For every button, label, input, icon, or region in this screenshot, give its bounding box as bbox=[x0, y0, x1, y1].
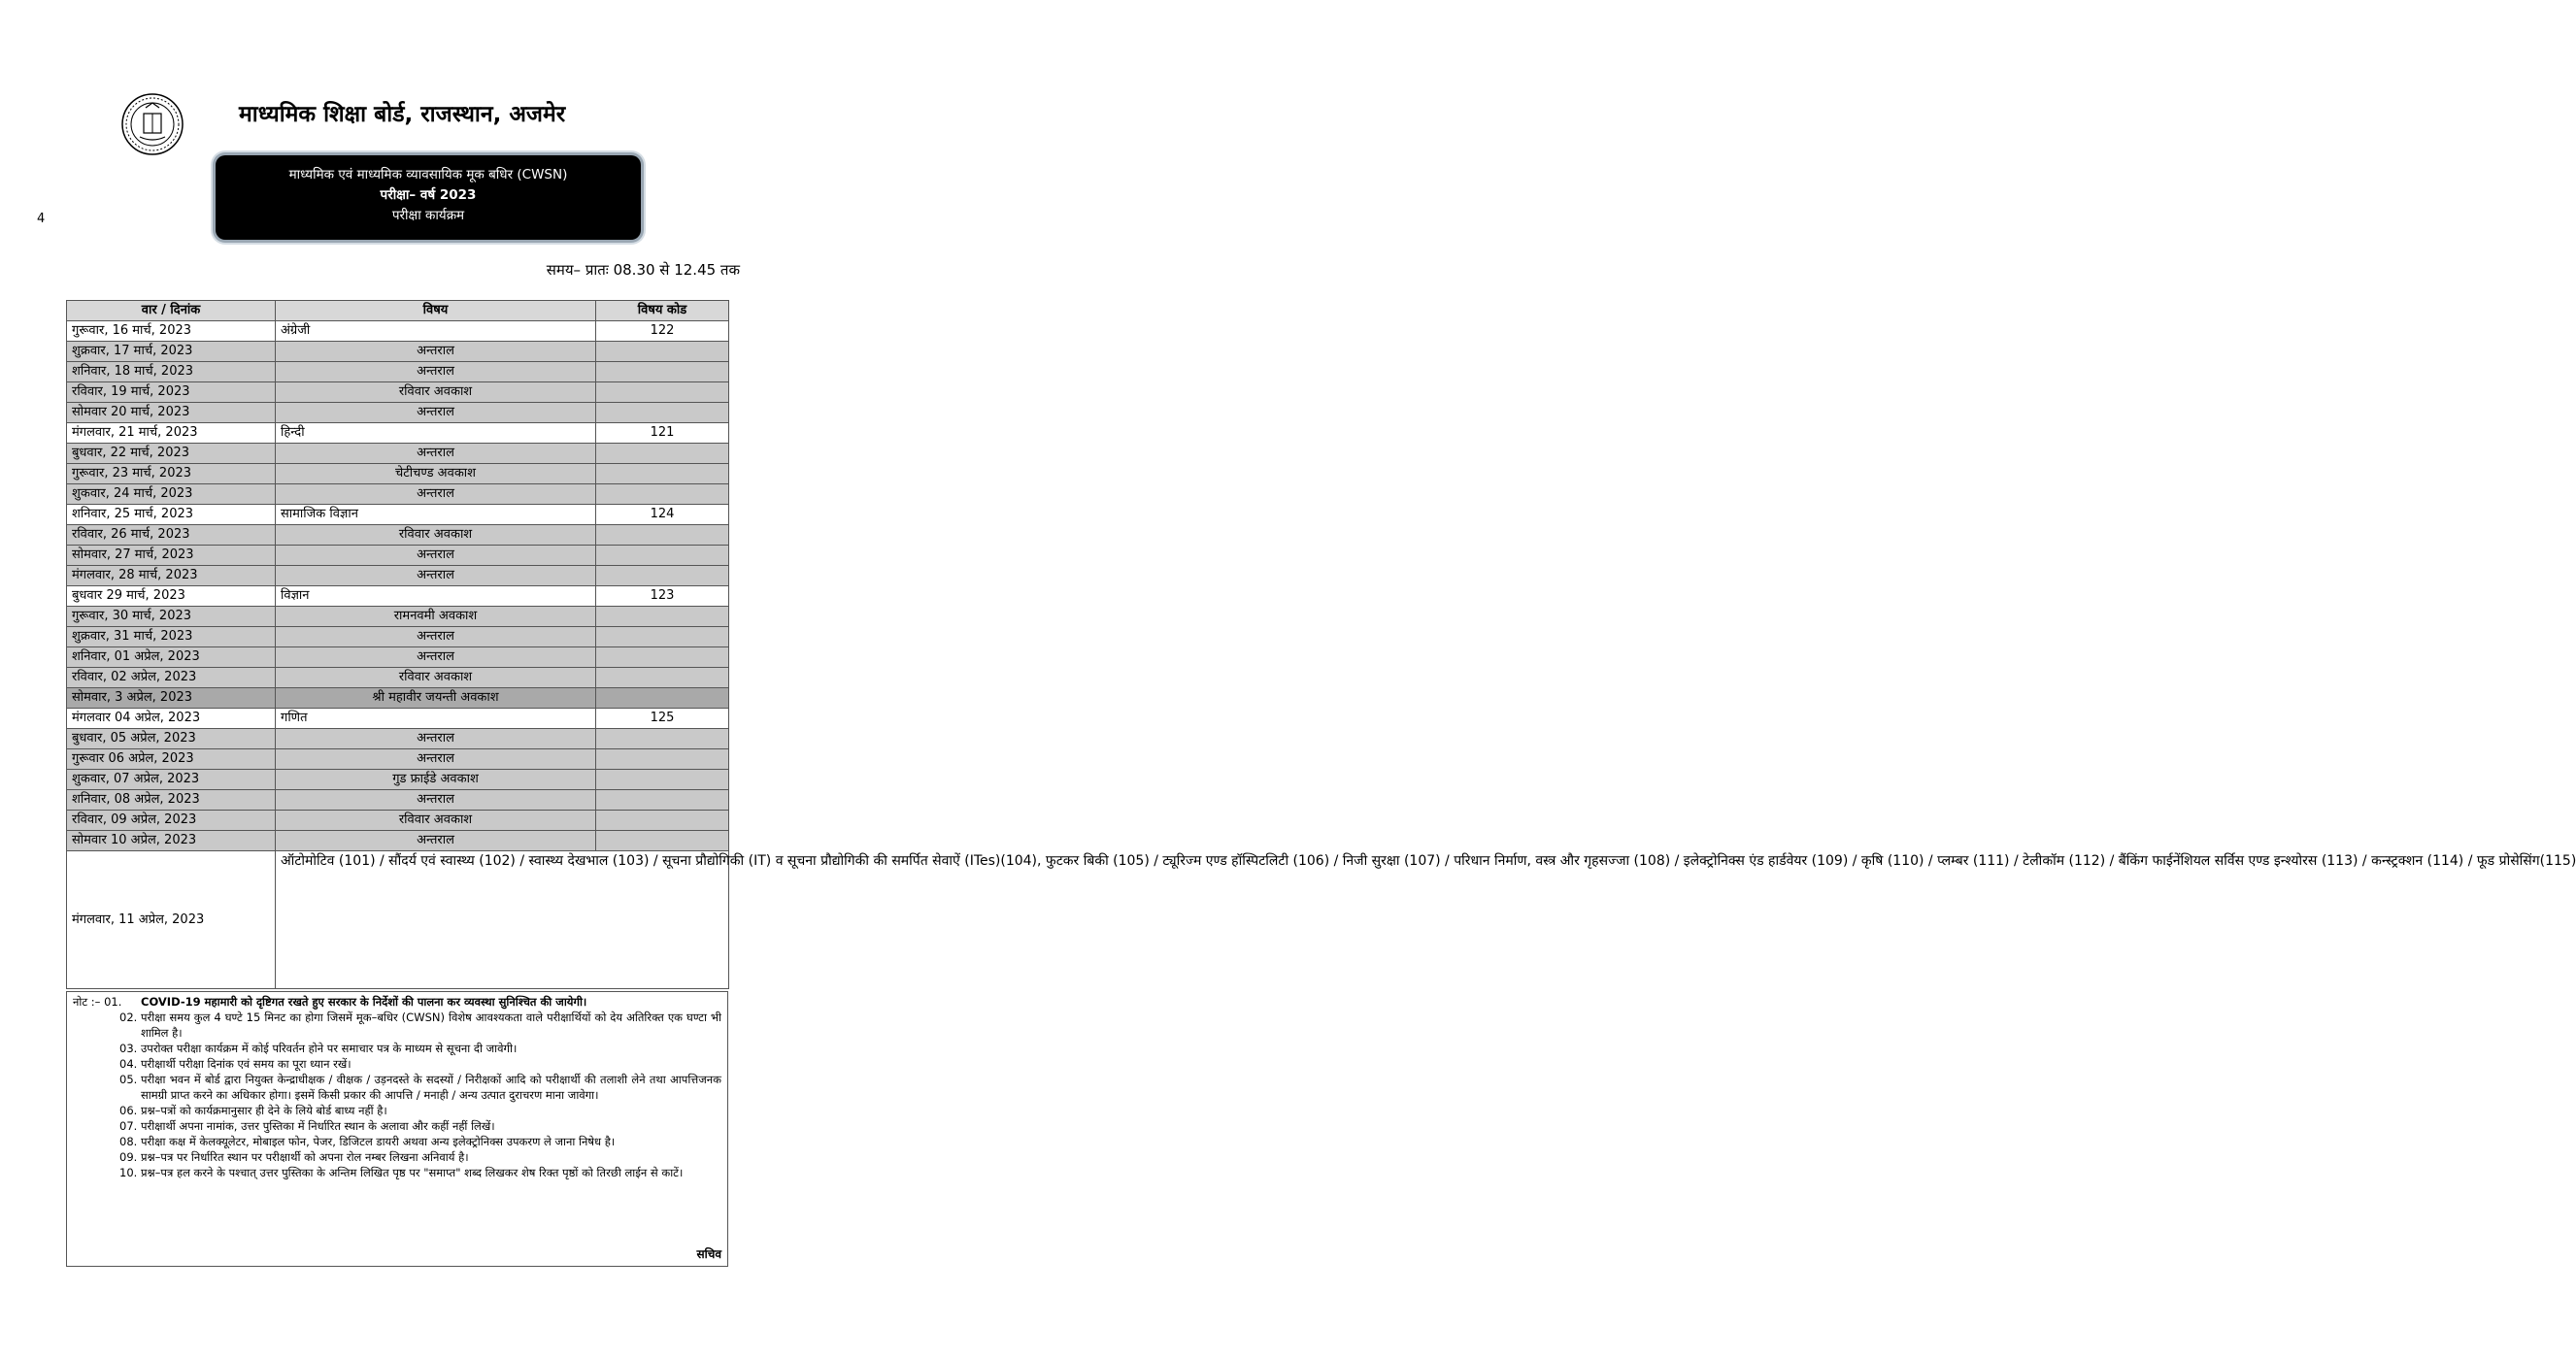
table-row bbox=[67, 423, 729, 444]
table-row bbox=[67, 525, 729, 546]
date-cell: मंगलवार 04 अप्रेल, 2023 bbox=[67, 709, 276, 729]
date-cell: मंगलवार, 28 मार्च, 2023 bbox=[67, 566, 276, 586]
code-cell bbox=[596, 790, 729, 811]
table-row bbox=[67, 586, 729, 607]
table-row bbox=[67, 811, 729, 831]
subject-cell: सामाजिक विज्ञान bbox=[276, 505, 596, 525]
note-number: 06. bbox=[119, 1104, 138, 1117]
exam-banner bbox=[216, 155, 641, 240]
note-item bbox=[73, 1134, 721, 1149]
note-text: प्रश्न–पत्रों को कार्यक्रमानुसार ही देने के लिये बोर्ड बाध्य नहीं है। bbox=[141, 1104, 387, 1117]
vocational-subjects-cell: ऑटोमोटिव (101) / सौंदर्य एवं स्वास्थ्य (102) / स्वास्थ्य देखभाल (103) / सूचना प्रौद्योगिकी (IT) व सूचना प्रौद्योगिकी की समर्पित सेवाऐं (ITes)(104), फुटकर बिकी (105) / ट्यूरिज्म एण्ड हॉस्पिटलिटी (106) / निजी सुरक्षा (107) / परिधान निर्माण, वस्त्र और गृहसज्जा (108) / इलेक्ट्रोनिक्स एंड हार्डवेयर (109) / कृषि (110) / प्लम्बर (111) / टेलीकॉम (112) / बैंकिंग फाईनेंशियल सर्विस एण्ड इन्श्योरस (113) / कन्स्ट्रक्शन (114) / फूड प्रोसेसिंग(115) bbox=[276, 851, 729, 989]
code-cell bbox=[596, 688, 729, 709]
date-cell: रविवार, 19 मार्च, 2023 bbox=[67, 382, 276, 403]
notes-section bbox=[66, 991, 728, 1267]
subject-cell: अन्तराल bbox=[276, 831, 596, 851]
note-item bbox=[73, 1118, 721, 1134]
subject-cell: अन्तराल bbox=[276, 729, 596, 749]
subject-cell: अन्तराल bbox=[276, 627, 596, 647]
table-row bbox=[67, 709, 729, 729]
code-cell bbox=[596, 525, 729, 546]
signature-secretary: सचिव bbox=[696, 1247, 721, 1261]
code-cell bbox=[596, 770, 729, 790]
date-cell: मंगलवार, 21 मार्च, 2023 bbox=[67, 423, 276, 444]
subject-cell: अन्तराल bbox=[276, 647, 596, 668]
note-number: 10. bbox=[119, 1166, 138, 1179]
date-cell: गुरूवार, 23 मार्च, 2023 bbox=[67, 464, 276, 484]
table-row bbox=[67, 342, 729, 362]
date-cell: शुक्रवार, 17 मार्च, 2023 bbox=[67, 342, 276, 362]
subject-cell: अन्तराल bbox=[276, 749, 596, 770]
note-item bbox=[73, 1072, 721, 1103]
note-item bbox=[73, 1056, 721, 1072]
note-item bbox=[73, 1010, 721, 1041]
table-row bbox=[67, 403, 729, 423]
subject-cell: श्री महावीर जयन्ती अवकाश bbox=[276, 688, 596, 709]
banner-line-3: परीक्षा कार्यक्रम bbox=[391, 208, 465, 223]
note-number: 05. bbox=[119, 1073, 138, 1086]
header-subject: विषय bbox=[276, 301, 596, 321]
code-cell bbox=[596, 749, 729, 770]
table-row bbox=[67, 566, 729, 586]
code-cell: 122 bbox=[596, 321, 729, 342]
note-item bbox=[73, 1103, 721, 1118]
table-header-row bbox=[67, 301, 729, 321]
table-row bbox=[67, 607, 729, 627]
table-row bbox=[67, 688, 729, 709]
date-cell: बुधवार 29 मार्च, 2023 bbox=[67, 586, 276, 607]
note-text: परीक्षा समय कुल 4 घण्टे 15 मिनट का होगा जिसमें मूक–बधिर (CWSN) विशेष आवश्यकता वाले परीक्षार्थियों को देय अतिरिक्त एक घण्टा भी शामिल है। bbox=[141, 1011, 721, 1040]
table-row bbox=[67, 362, 729, 382]
code-cell bbox=[596, 362, 729, 382]
note-item bbox=[73, 1149, 721, 1165]
code-cell: 125 bbox=[596, 709, 729, 729]
exam-time: समय– प्रातः 08.30 से 12.45 तक bbox=[546, 261, 740, 279]
date-cell: शुकवार, 24 मार्च, 2023 bbox=[67, 484, 276, 505]
subject-cell: हिन्दी bbox=[276, 423, 596, 444]
board-emblem-logo bbox=[120, 92, 184, 156]
note-number: 07. bbox=[119, 1119, 138, 1133]
table-row bbox=[67, 484, 729, 505]
date-cell: सोमवार 20 मार्च, 2023 bbox=[67, 403, 276, 423]
banner-line-2: परीक्षा– वर्ष 2023 bbox=[380, 187, 477, 203]
code-cell bbox=[596, 382, 729, 403]
date-cell: शुकवार, 07 अप्रेल, 2023 bbox=[67, 770, 276, 790]
code-cell bbox=[596, 729, 729, 749]
code-cell bbox=[596, 647, 729, 668]
note-item bbox=[73, 994, 721, 1010]
table-row bbox=[67, 668, 729, 688]
table-row bbox=[67, 546, 729, 566]
code-cell bbox=[596, 464, 729, 484]
subject-cell: अन्तराल bbox=[276, 444, 596, 464]
note-text: उपरोक्त परीक्षा कार्यक्रम में कोई परिवर्तन होने पर समाचार पत्र के माध्यम से सूचना दी जावेगी। bbox=[141, 1042, 518, 1055]
date-cell: सोमवार, 27 मार्च, 2023 bbox=[67, 546, 276, 566]
subject-cell: अन्तराल bbox=[276, 546, 596, 566]
date-cell: रविवार, 26 मार्च, 2023 bbox=[67, 525, 276, 546]
note-text: प्रश्न–पत्र पर निर्धारित स्थान पर परीक्षार्थी को अपना रोल नम्बर लिखना अनिवार्य है। bbox=[141, 1150, 469, 1164]
table-row-vocational bbox=[67, 851, 729, 989]
subject-cell: अन्तराल bbox=[276, 403, 596, 423]
table-row bbox=[67, 647, 729, 668]
subject-cell: रविवार अवकाश bbox=[276, 382, 596, 403]
table-row bbox=[67, 831, 729, 851]
date-cell: रविवार, 09 अप्रेल, 2023 bbox=[67, 811, 276, 831]
table-row bbox=[67, 790, 729, 811]
table-row bbox=[67, 729, 729, 749]
code-cell bbox=[596, 668, 729, 688]
code-cell bbox=[596, 811, 729, 831]
date-cell: शनिवार, 08 अप्रेल, 2023 bbox=[67, 790, 276, 811]
subject-cell: अन्तराल bbox=[276, 362, 596, 382]
date-cell: रविवार, 02 अप्रेल, 2023 bbox=[67, 668, 276, 688]
note-text: परीक्षा कक्ष में केलक्यूलेटर, मोबाइल फोन, पेजर, डिजिटल डायरी अथवा अन्य इलेक्ट्रोनिक्स उपकरण ले जाना निषेध है। bbox=[141, 1135, 616, 1148]
date-cell: शनिवार, 25 मार्च, 2023 bbox=[67, 505, 276, 525]
code-cell bbox=[596, 607, 729, 627]
date-cell: गुरूवार 06 अप्रेल, 2023 bbox=[67, 749, 276, 770]
code-cell bbox=[596, 342, 729, 362]
code-cell bbox=[596, 627, 729, 647]
note-text: COVID-19 महामारी को दृष्टिगत रखते हुए सरकार के निर्देशों की पालना कर व्यवस्था सुनिश्चित की जायेगी। bbox=[141, 995, 587, 1009]
date-cell: शनिवार, 18 मार्च, 2023 bbox=[67, 362, 276, 382]
table-row bbox=[67, 321, 729, 342]
code-cell bbox=[596, 403, 729, 423]
note-lead: नोट :– 01. bbox=[73, 995, 122, 1009]
subject-cell: चेटीचण्ड अवकाश bbox=[276, 464, 596, 484]
date-cell: शनिवार, 01 अप्रेल, 2023 bbox=[67, 647, 276, 668]
note-number: 09. bbox=[119, 1150, 138, 1164]
date-cell: बुधवार, 05 अप्रेल, 2023 bbox=[67, 729, 276, 749]
date-cell: मंगलवार, 11 अप्रेल, 2023 bbox=[67, 851, 276, 989]
subject-cell: गणित bbox=[276, 709, 596, 729]
code-cell: 123 bbox=[596, 586, 729, 607]
exam-schedule-table bbox=[66, 300, 2576, 989]
subject-cell: अंग्रेजी bbox=[276, 321, 596, 342]
table-row bbox=[67, 627, 729, 647]
subject-cell: विज्ञान bbox=[276, 586, 596, 607]
subject-cell: अन्तराल bbox=[276, 484, 596, 505]
date-cell: शुक्रवार, 31 मार्च, 2023 bbox=[67, 627, 276, 647]
header-date: वार / दिनांक bbox=[67, 301, 276, 321]
page-number: 4 bbox=[37, 212, 46, 226]
date-cell: गुरूवार, 30 मार्च, 2023 bbox=[67, 607, 276, 627]
code-cell bbox=[596, 831, 729, 851]
date-cell: बुधवार, 22 मार्च, 2023 bbox=[67, 444, 276, 464]
subject-cell: अन्तराल bbox=[276, 790, 596, 811]
subject-cell: रविवार अवकाश bbox=[276, 525, 596, 546]
code-cell bbox=[596, 484, 729, 505]
note-text: परीक्षा भवन में बोर्ड द्वारा नियुक्त केन्द्राधीक्षक / वीक्षक / उड़नदस्ते के सदस्यों / निरीक्षकों आदि को परीक्षार्थी की तलाशी लेने तथा आपत्तिजनक सामग्री प्राप्त करने का अधिकार होगा। इसमें किसी प्रकार की आपत्ति / मनाही / अन्य उत्पात दुराचरण माना जावेगा। bbox=[141, 1073, 721, 1102]
subject-cell: रामनवमी अवकाश bbox=[276, 607, 596, 627]
code-cell: 124 bbox=[596, 505, 729, 525]
note-number: 02. bbox=[119, 1011, 138, 1024]
code-cell bbox=[596, 566, 729, 586]
date-cell: सोमवार 10 अप्रेल, 2023 bbox=[67, 831, 276, 851]
table-row bbox=[67, 749, 729, 770]
note-item bbox=[73, 1165, 721, 1180]
table-row bbox=[67, 444, 729, 464]
note-number: 03. bbox=[119, 1042, 138, 1055]
subject-cell: रविवार अवकाश bbox=[276, 668, 596, 688]
note-item bbox=[73, 1041, 721, 1056]
table-row bbox=[67, 505, 729, 525]
note-text: प्रश्न–पत्र हल करने के पश्चात् उत्तर पुस्तिका के अन्तिम लिखित पृष्ठ पर "समाप्त" शब्द लिखकर शेष रिक्त पृष्ठों को तिरछी लाईन से काटें। bbox=[141, 1166, 684, 1179]
note-number: 04. bbox=[119, 1057, 138, 1071]
date-cell: सोमवार, 3 अप्रेल, 2023 bbox=[67, 688, 276, 709]
banner-line-1: माध्यमिक एवं माध्यमिक व्यावसायिक मूक बधिर (CWSN) bbox=[288, 167, 568, 182]
subject-cell: अन्तराल bbox=[276, 566, 596, 586]
subject-cell: अन्तराल bbox=[276, 342, 596, 362]
note-number: 08. bbox=[119, 1135, 138, 1148]
header-code: विषय कोड bbox=[596, 301, 729, 321]
table-row bbox=[67, 464, 729, 484]
date-cell: गुरूवार, 16 मार्च, 2023 bbox=[67, 321, 276, 342]
table-row bbox=[67, 382, 729, 403]
note-text: परीक्षार्थी अपना नामांक, उत्तर पुस्तिका में निर्धारित स्थान के अलावा और कहीं नहीं लिखें। bbox=[141, 1119, 495, 1133]
subject-cell: रविवार अवकाश bbox=[276, 811, 596, 831]
board-title: माध्यमिक शिक्षा बोर्ड, राजस्थान, अजमेर bbox=[239, 102, 566, 127]
note-text: परीक्षार्थी परीक्षा दिनांक एवं समय का पूरा ध्यान रखें। bbox=[141, 1057, 351, 1071]
subject-cell: गुड फ्राईडे अवकाश bbox=[276, 770, 596, 790]
code-cell bbox=[596, 444, 729, 464]
code-cell: 121 bbox=[596, 423, 729, 444]
code-cell bbox=[596, 546, 729, 566]
table-row bbox=[67, 770, 729, 790]
